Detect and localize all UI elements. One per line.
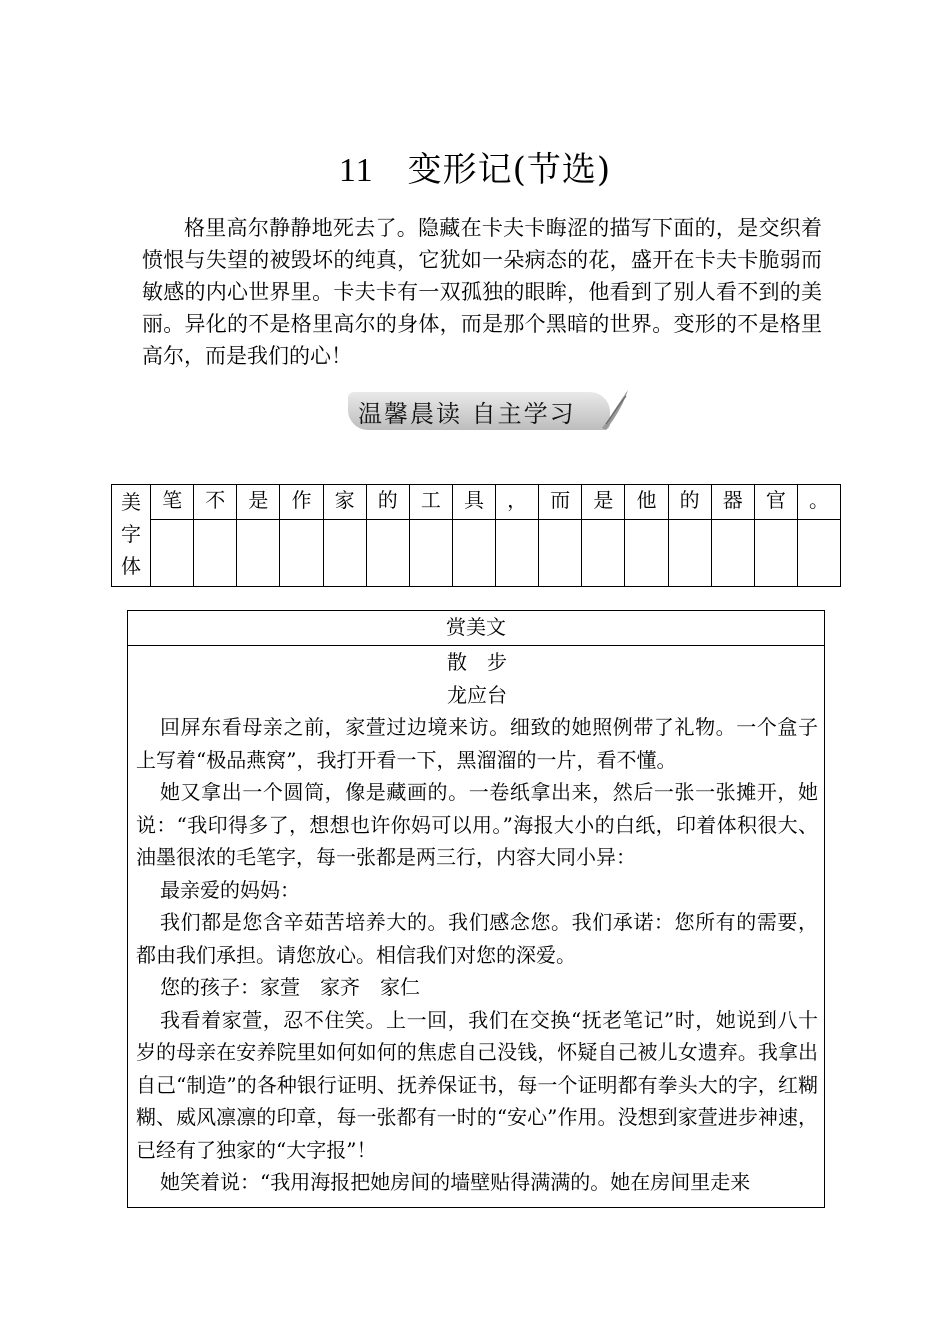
intro-paragraph: 格里高尔静静地死去了。隐藏在卡夫卡晦涩的描写下面的，是交织着愤恨与失望的被毁坏的纯真，它犹如一朵病态的花，盛开在卡夫卡脆弱而敏感的内心世界里。卡夫卡有一双孤独的眼眸，他看到了别人看不到的美丽。异化的不是格里高尔的身体，而是那个黑暗的世界。变形的不是格里高尔，而是我们的心！ <box>142 216 822 368</box>
grid-char-cell: 具 <box>452 485 495 520</box>
grid-blank-cell[interactable] <box>797 520 840 587</box>
grid-blank-cell[interactable] <box>582 520 625 587</box>
grid-char-cell: 笔 <box>151 485 194 520</box>
grid-char-cell: 的 <box>366 485 409 520</box>
grid-blank-cell[interactable] <box>237 520 280 587</box>
grid-char-cell: 而 <box>539 485 582 520</box>
grid-blank-cell[interactable] <box>539 520 582 587</box>
essay-author: 龙应台 <box>447 682 507 707</box>
section-banner <box>348 388 628 432</box>
grid-blank-cell[interactable] <box>496 520 539 587</box>
grid-char-cell: 是 <box>237 485 280 520</box>
page-title <box>0 142 950 191</box>
grid-blank-cell[interactable] <box>280 520 323 587</box>
essay-paragraph: 她又拿出一个圆筒，像是藏画的。一卷纸拿出来，然后一张一张摊开，她说：“我印得多了，想想也许你妈可以用。”海报大小的白纸，印着体积很大、油墨很浓的毛笔字，每一张都是两三行，内容大同小异： <box>136 780 818 869</box>
essay-box <box>127 610 825 1208</box>
chapter-number: 11 <box>338 152 374 189</box>
essay-paragraph: 您的孩子：家萱 家齐 家仁 <box>160 975 420 999</box>
essay-paragraph: 最亲爱的妈妈： <box>160 877 300 902</box>
grid-char-cell: 器 <box>711 485 754 520</box>
grid-blank-cell[interactable] <box>452 520 495 587</box>
grid-char-cell: 官 <box>754 485 797 520</box>
grid-char-cell: 作 <box>280 485 323 520</box>
grid-label-char: 字 <box>121 522 141 546</box>
calligraphy-practice-grid <box>111 484 841 587</box>
essay-title: 散 步 <box>447 650 507 674</box>
brush-stroke-icon <box>600 388 630 432</box>
grid-label-char: 美 <box>121 490 141 514</box>
grid-blank-cell[interactable] <box>194 520 237 587</box>
essay-paragraph: 她笑着说：“我用海报把她房间的墙壁贴得满满的。她在房间里走来 <box>160 1170 751 1194</box>
essay-paragraph: 我们都是您含辛茹苦培养大的。我们感念您。我们承诺：您所有的需要，都由我们承担。请您放心。相信我们对您的深爱。 <box>136 910 818 967</box>
grid-char-cell: 的 <box>668 485 711 520</box>
chapter-title: 变形记(节选) <box>407 150 612 190</box>
grid-blank-cell[interactable] <box>711 520 754 587</box>
grid-blank-cell[interactable] <box>409 520 452 587</box>
essay-paragraph: 回屏东看母亲之前，家萱过边境来访。细致的她照例带了礼物。一个盒子上写着“极品燕窝”，我打开看一下，黑溜溜的一片，看不懂。 <box>136 715 818 772</box>
grid-char-cell: 不 <box>194 485 237 520</box>
grid-char-cell: 他 <box>625 485 668 520</box>
grid-char-cell: ， <box>496 485 539 520</box>
grid-char-cell: 家 <box>323 485 366 520</box>
grid-char-cell: 。 <box>797 485 840 520</box>
grid-label-char: 体 <box>121 554 141 578</box>
grid-writing-row <box>112 520 841 587</box>
grid-blank-cell[interactable] <box>151 520 194 587</box>
grid-blank-cell[interactable] <box>323 520 366 587</box>
essay-body <box>128 646 824 1199</box>
intro-section <box>142 212 822 372</box>
grid-blank-cell[interactable] <box>668 520 711 587</box>
grid-label-cell <box>112 485 151 587</box>
essay-paragraph: 我看着家萱，忍不住笑。上一回，我们在交换“抚老笔记”时，她说到八十岁的母亲在安养院里如何如何的焦虑自己没钱，怀疑自己被儿女遗弃。我拿出自己“制造”的各种银行证明、抚养保证书，每一个证明都有拳头大的字，红糊糊、威风凛凛的印章，每一张都有一时的“安心”作用。没想到家萱进步神速，已经有了独家的“大字报”！ <box>136 1007 818 1162</box>
grid-blank-cell[interactable] <box>625 520 668 587</box>
grid-blank-cell[interactable] <box>754 520 797 587</box>
grid-sentence-row <box>112 485 841 520</box>
grid-char-cell: 是 <box>582 485 625 520</box>
grid-char-cell: 工 <box>409 485 452 520</box>
grid-blank-cell[interactable] <box>366 520 409 587</box>
essay-section-label: 赏美文 <box>128 611 824 646</box>
banner-text: 温馨晨读 自主学习 <box>358 400 576 428</box>
